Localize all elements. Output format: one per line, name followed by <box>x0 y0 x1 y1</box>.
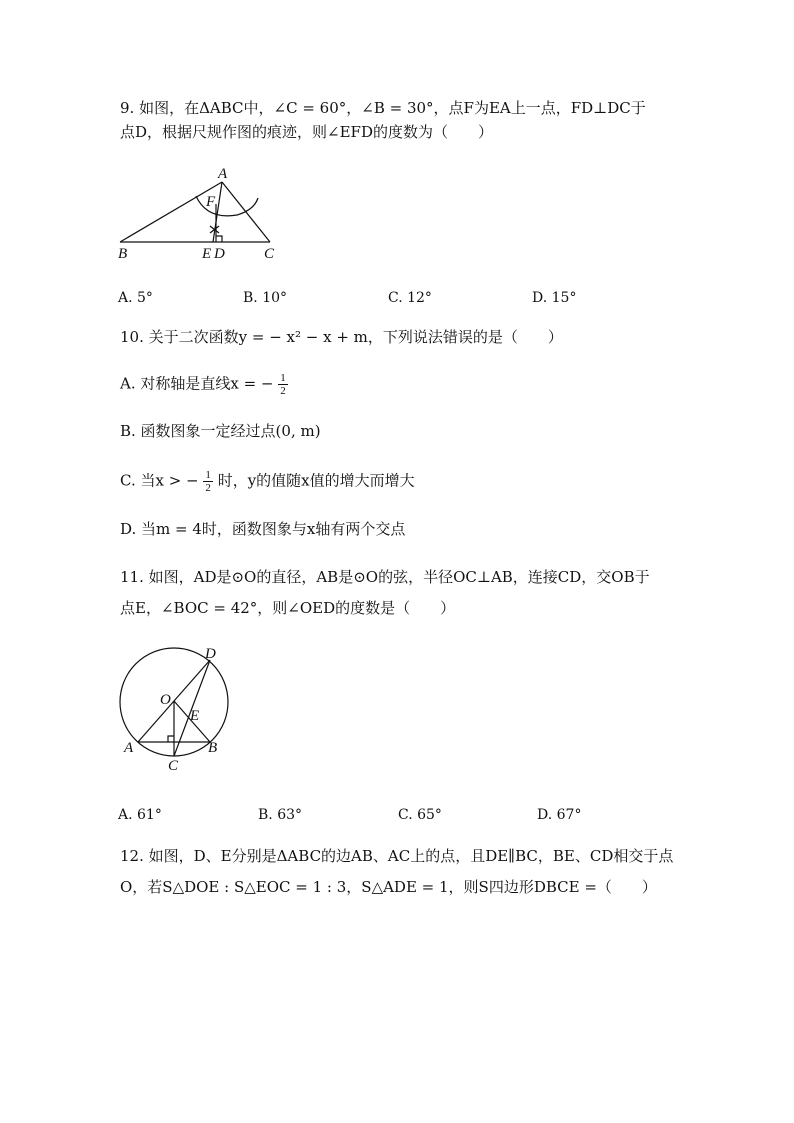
fraction-numerator: 1 <box>280 372 286 384</box>
side-ab <box>120 182 222 242</box>
label-c: C <box>264 246 275 262</box>
label-a: A <box>124 740 134 756</box>
q9-option-a[interactable]: A. 5° <box>118 290 153 306</box>
q11-stem-line1: 11. 如图，AD是⊙O的直径，AB是⊙O的弦，半径OC⊥AB，连接CD，交OB于 <box>120 568 650 586</box>
q11-stem-line2: 点E，∠BOC = 42°，则∠OED的度数是（ ） <box>120 599 456 617</box>
q10-option-c-pre: C. 当x > − <box>120 471 199 490</box>
label-b: B <box>208 740 218 756</box>
q12-stem-line2: O，若S△DOE : S△EOC = 1 : 3，S△ADE = 1，则S四边形DBCE =（ ） <box>120 878 657 896</box>
fraction-numerator: 1 <box>205 469 211 481</box>
right-angle-mark-d <box>216 236 222 242</box>
label-e: E <box>190 708 200 724</box>
q9-stem-line2: 点D，根据尺规作图的痕迹，则∠EFD的度数为（ ） <box>120 123 493 141</box>
q9-stem-line1: 9. 如图，在ΔABC中，∠C = 60°，∠B = 30°，点F为EA上一点，FD⊥DC于 <box>120 99 646 117</box>
q10-option-a[interactable] <box>120 372 288 397</box>
q9-triangle-figure <box>112 160 297 265</box>
right-angle-mark <box>168 736 174 742</box>
label-o: O <box>160 692 171 708</box>
q9-option-d[interactable]: D. 15° <box>532 290 577 306</box>
label-d: D <box>214 246 225 262</box>
q10-stem: 10. 关于二次函数y = − x² − x + m，下列说法错误的是（ ） <box>120 328 563 346</box>
q11-option-c[interactable]: C. 65° <box>398 807 442 823</box>
q11-option-a[interactable]: A. 61° <box>118 807 162 823</box>
segment-ae <box>213 182 222 242</box>
q11-circle-figure <box>112 642 237 777</box>
label-e: E <box>202 246 212 262</box>
label-b: B <box>118 246 128 262</box>
q9-option-c[interactable]: C. 12° <box>388 290 432 306</box>
q10-option-b[interactable]: B. 函数图象一定经过点(0, m) <box>120 422 321 440</box>
fraction-one-half <box>203 469 213 494</box>
q11-option-b[interactable]: B. 63° <box>258 807 303 823</box>
fraction-denominator: 2 <box>205 482 211 494</box>
q9-option-b[interactable]: B. 10° <box>243 290 288 306</box>
fraction-denominator: 2 <box>280 385 286 397</box>
label-d: D <box>205 646 216 662</box>
q11-option-d[interactable]: D. 67° <box>537 807 582 823</box>
q10-option-a-text: A. 对称轴是直线x = − <box>120 374 274 393</box>
q12-stem-line1: 12. 如图，D、E分别是ΔABC的边AB、AC上的点，且DE∥BC，BE、CD相交于点 <box>120 847 674 865</box>
fraction-one-half <box>278 372 288 397</box>
q10-option-c-post: 时，y的值随x值的增大而增大 <box>217 471 415 490</box>
label-c: C <box>168 758 179 774</box>
q10-option-c[interactable] <box>120 469 415 494</box>
label-a: A <box>218 166 228 182</box>
label-f: F <box>206 194 216 210</box>
q10-option-d[interactable]: D. 当m = 4时，函数图象与x轴有两个交点 <box>120 520 406 538</box>
